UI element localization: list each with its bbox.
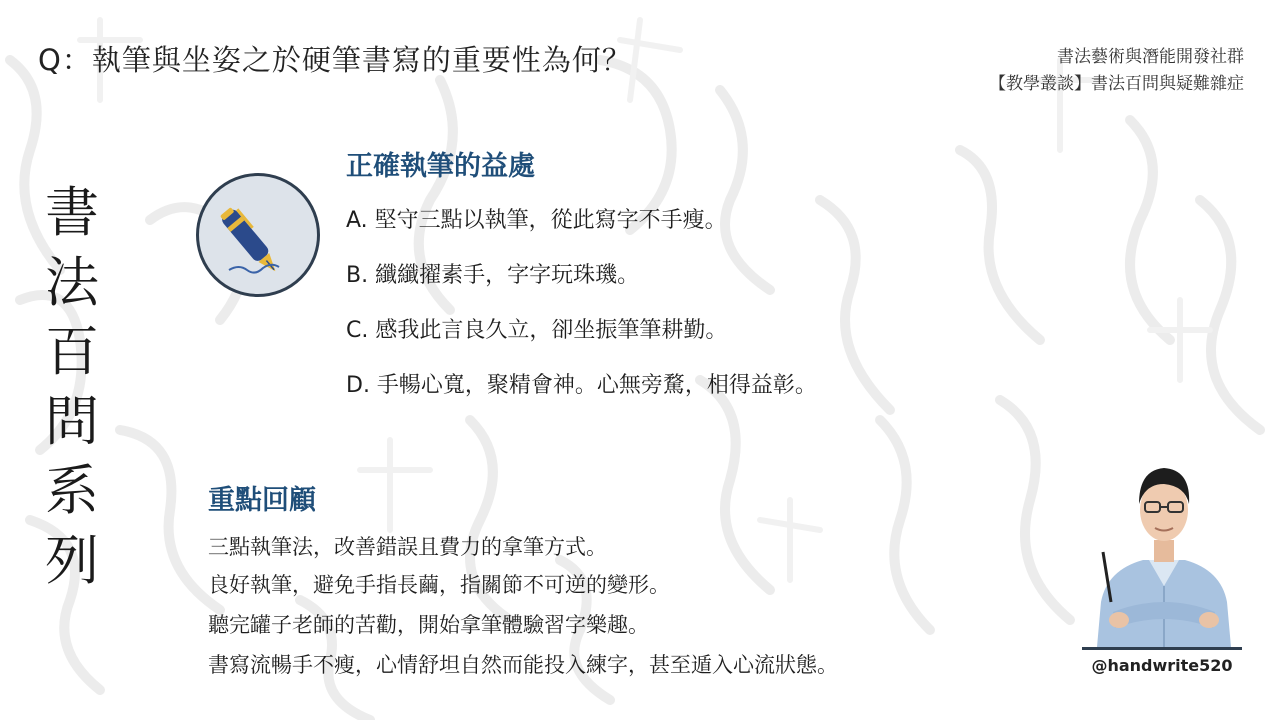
group-name: 書法藝術與潛能開發社群 [1057,47,1244,67]
benefit-item: D. 手暢心寬，聚精會神。心無旁騖，相得益彰。 [346,373,817,398]
social-handle: @handwrite520 [1091,656,1233,675]
question-title: Q：執筆與坐姿之於硬筆書寫的重要性為何？ [38,43,632,77]
column-name: 【教學叢談】書法百問與疑難雜症 [989,74,1244,94]
series-char: 列 [45,528,99,592]
review-title: 重點回顧 [208,485,316,516]
series-char: 法 [45,250,99,314]
presenter-avatar [1093,452,1235,647]
review-item: 聽完罐子老師的苦勸，開始拿筆體驗習字樂趣。 [208,613,649,637]
benefit-item: B. 纖纖擢素手，字字玩珠璣。 [346,263,640,288]
review-item: 三點執筆法，改善錯誤且費力的拿筆方式。 [208,535,607,559]
series-char: 問 [45,389,99,453]
fountain-pen-icon [199,176,317,294]
pen-badge [196,173,320,297]
benefits-title: 正確執筆的益處 [346,151,535,182]
review-item: 書寫流暢手不瘦，心情舒坦自然而能投入練字，甚至遁入心流狀態。 [208,653,838,677]
series-char: 書 [45,181,99,244]
review-item: 良好執筆，避免手指長繭，指關節不可逆的變形。 [208,573,670,597]
benefit-item: C. 感我此言良久立，卻坐振筆筆耕勤。 [346,318,728,343]
series-vertical-title [40,178,104,595]
series-char: 系 [45,459,99,522]
handle-divider [1082,647,1242,650]
series-char: 百 [45,320,99,383]
benefit-item: A. 堅守三點以執筆，從此寫字不手瘦。 [346,208,727,233]
header-credits [989,44,1244,98]
